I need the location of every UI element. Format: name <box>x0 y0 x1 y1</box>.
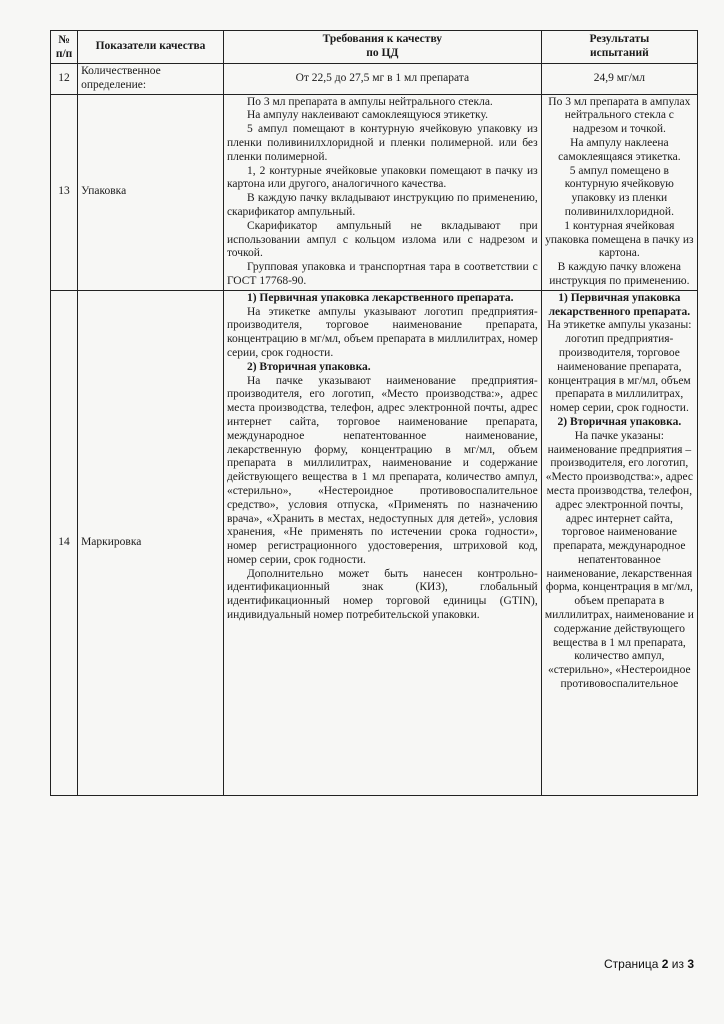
secondary-packaging-heading: 2) Вторичная упаковка. <box>246 360 371 373</box>
primary-packaging-text: На этикетке ампулы указывают логотип предприятия-производителя, торговое наименование препарата, концентрацию в мг/мл, объем препарата в миллилитрах, номер серии, срок годности. <box>226 305 538 359</box>
quality-table <box>50 30 698 796</box>
row-requirements: От 22,5 до 27,5 мг в 1 мл препарата <box>223 64 541 95</box>
row-number: 13 <box>51 94 78 290</box>
row-results <box>541 290 697 795</box>
secondary-packaging-text: На пачке указаны: наименование предприятия – производителя, его логотип, «Место производства:», адрес места производства, телефон, адрес электронной почты, адрес интернет сайта, торговое наименование препарата, международное непатентованное наименование, лекарственная форма, концентрация в мг/мл, объем препарата в миллилитрах, наименование и содержание действующего вещества в 1 мл препарата, количество ампул, «стерильно», «Нестероидное противовоспалительное <box>544 429 694 691</box>
primary-packaging-heading: 1) Первичная упаковка лекарственного препарата. <box>548 291 691 318</box>
row-number: 12 <box>51 64 78 95</box>
table-row <box>51 290 698 795</box>
row-results <box>541 94 697 290</box>
table-row <box>51 94 698 290</box>
table-row <box>51 64 698 95</box>
requirement-paragraph: В каждую пачку вкладывают инструкцию по применению, скарификатор ампульный. <box>226 192 538 218</box>
table-header-row <box>51 31 698 64</box>
header-results: Результаты испытаний <box>541 31 697 64</box>
requirement-paragraph: 5 ампул помещают в контурную ячейковую упаковку из пленки поливинилхлоридной и пленки полимерной. или без пленки полимерной. <box>226 123 538 163</box>
row-indicator: Упаковка <box>78 94 224 290</box>
requirement-paragraph: 1, 2 контурные ячейковые упаковки помещают в пачку из картона или другого, аналогичного качества. <box>226 164 538 191</box>
secondary-packaging-text: На пачке указывают наименование предприятия-производителя, его логотип, «Место производства:», адрес места производства, телефон, адрес электронной почты, адрес интернет сайта, торговое наименование препарата, международное непатентованное наименование, лекарственную форму, концентрацию в мг/мл, объем препарата в миллилитрах, наименование и содержание действующего вещества в 1 мл препарата, количество ампул, «стерильно», «Нестероидное противовоспалительное средство», условия отпуска, «Применять по назначению врача», «Хранить в местах, недоступных для детей», условия хранения, «Не применять по истечении срока годности», номер регистрационного удостоверения, штриховой код, номер серии, срок годности. <box>226 374 538 566</box>
header-indicator: Показатели качества <box>78 31 224 64</box>
requirement-paragraph: По 3 мл препарата в ампулы нейтрального стекла. <box>246 95 493 108</box>
page-current: 2 <box>661 957 669 971</box>
row-number: 14 <box>51 290 78 795</box>
requirement-paragraph: Скарификатор ампульный не вкладывают при использовании ампул с кольцом излома или с надрезом и точкой. <box>226 219 538 260</box>
header-requirements: Требования к качеству по ЦД <box>223 31 541 64</box>
result-paragraph: 1 контурная ячейковая упаковка помещена в пачку из картона. <box>545 219 694 260</box>
row-indicator: Количественное определение: <box>78 64 224 95</box>
page-label: Страница <box>603 957 659 971</box>
page-total: 3 <box>687 957 694 971</box>
result-paragraph: В каждую пачку вложена инструкция по применению. <box>549 261 690 287</box>
row-requirements <box>223 94 541 290</box>
row-results: 24,9 мг/мл <box>541 64 697 95</box>
result-paragraph: На ампулу наклеена самоклеящаяся этикетка. <box>558 136 681 163</box>
secondary-packaging-heading: 2) Вторичная упаковка. <box>557 415 682 428</box>
header-num: № п/п <box>51 31 78 64</box>
row-requirements <box>223 290 541 795</box>
requirement-paragraph: На ампулу наклеивают самоклеящуюся этикетку. <box>246 109 488 122</box>
result-paragraph: По 3 мл препарата в ампулах нейтрального стекла с надрезом и точкой. <box>548 95 691 136</box>
page-footer <box>604 957 694 971</box>
primary-packaging-heading: 1) Первичная упаковка лекарственного препарата. <box>246 291 514 304</box>
additional-marking-text: Дополнительно может быть нанесен контрольно-идентификационный знак (КИЗ), глобальный идентификационный номер торговой единицы (GTIN), индивидуальный номер потребительской упаковки. <box>226 567 538 622</box>
page-of: из <box>671 957 684 971</box>
requirement-paragraph: Групповая упаковка и транспортная тара в соответствии с ГОСТ 17768-90. <box>226 261 538 287</box>
result-paragraph: 5 ампул помещено в контурную ячейковую упаковку из пленки поливинилхлоридной. <box>564 164 674 218</box>
row-indicator: Маркировка <box>78 290 224 795</box>
primary-packaging-text: На этикетке ампулы указаны: логотип предприятия-производителя, торговое наименование препарата, концентрация в мг/мл, объем препарата в миллилитрах, номер серии, срок годности. <box>547 319 692 415</box>
